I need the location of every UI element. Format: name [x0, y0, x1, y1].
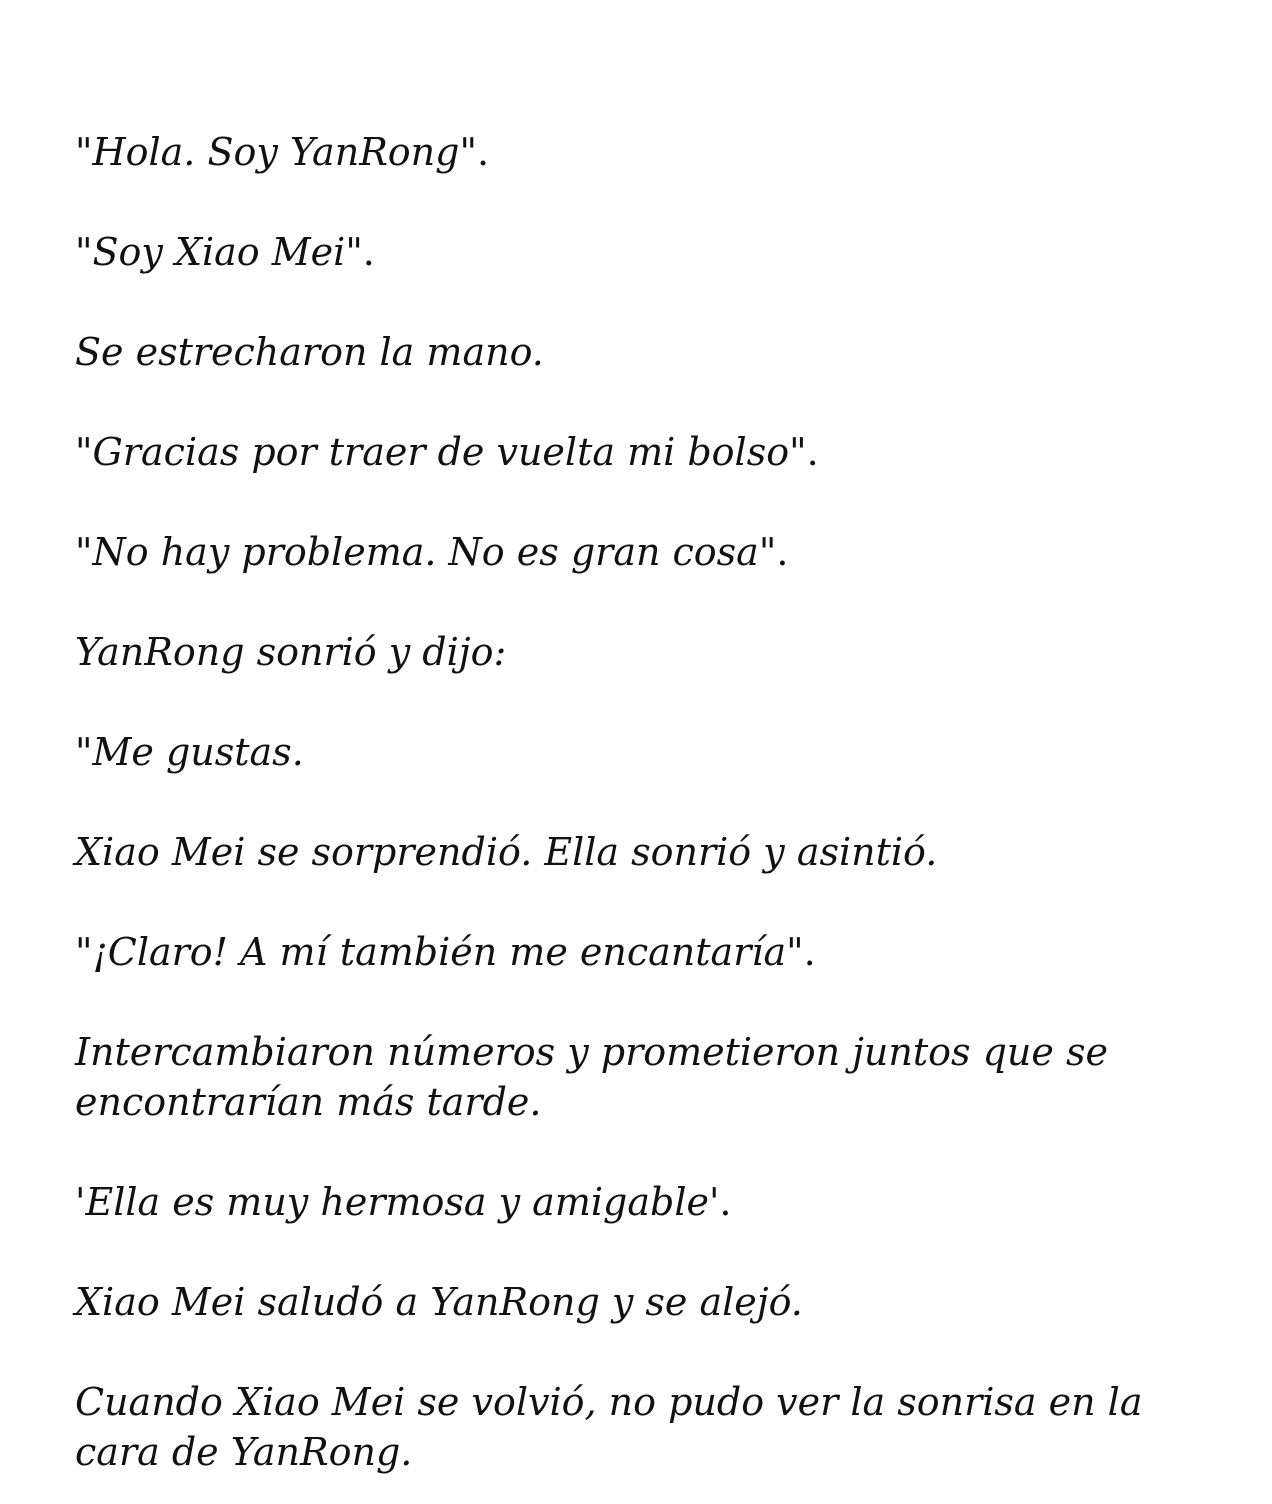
paragraph-2: [75, 227, 1195, 277]
paragraph-text: Me gustas.: [92, 730, 304, 774]
quote-open: ': [75, 1180, 86, 1224]
paragraph-12: [75, 1277, 1195, 1327]
paragraph-text: ¡Claro! A mí también me encantaría: [92, 930, 787, 974]
quote-close: ".: [345, 230, 375, 274]
quote-close: '.: [708, 1180, 732, 1224]
quote-open: ": [75, 430, 93, 474]
paragraph-text: Xiao Mei se sorprendió. Ella sonrió y asintió.: [75, 830, 938, 874]
paragraph-text: Hola. Soy YanRong: [92, 130, 460, 174]
paragraph-text: Gracias por traer de vuelta mi bolso: [92, 430, 790, 474]
paragraph-1: [75, 127, 1195, 177]
paragraph-6: [75, 627, 1195, 677]
paragraph-11: [75, 1177, 1195, 1227]
paragraph-3: [75, 327, 1195, 377]
quote-open: ": [75, 930, 93, 974]
quote-close: ".: [786, 930, 816, 974]
quote-open: ": [75, 130, 93, 174]
paragraph-text: Intercambiaron números y prometieron juntos que se encontrarían más tarde.: [75, 1030, 1121, 1124]
paragraph-10: [75, 1027, 1195, 1127]
paragraph-text: Soy Xiao Mei: [92, 230, 346, 274]
paragraph-text: Cuando Xiao Mei se volvió, no pudo ver la sonrisa en la cara de YanRong.: [75, 1380, 1155, 1474]
quote-close: ".: [758, 530, 789, 574]
paragraph-text: Ella es muy hermosa y amigable: [85, 1180, 709, 1224]
paragraph-text: Se estrecharon la mano.: [75, 330, 544, 374]
quote-open: ": [75, 730, 93, 774]
quote-open: ": [75, 530, 93, 574]
quote-close: ".: [789, 430, 819, 474]
story-text: [75, 127, 1195, 1477]
quote-open: ": [75, 230, 93, 274]
paragraph-text: YanRong sonrió y dijo:: [75, 630, 507, 674]
paragraph-13: [75, 1377, 1195, 1477]
paragraph-text: Xiao Mei saludó a YanRong y se alejó.: [75, 1280, 803, 1324]
quote-close: ".: [459, 130, 490, 174]
paragraph-4: [75, 427, 1195, 477]
paragraph-5: [75, 527, 1195, 577]
paragraph-9: [75, 927, 1195, 977]
paragraph-8: [75, 827, 1195, 877]
paragraph-text: No hay problema. No es gran cosa: [92, 530, 759, 574]
paragraph-7: [75, 727, 1195, 777]
